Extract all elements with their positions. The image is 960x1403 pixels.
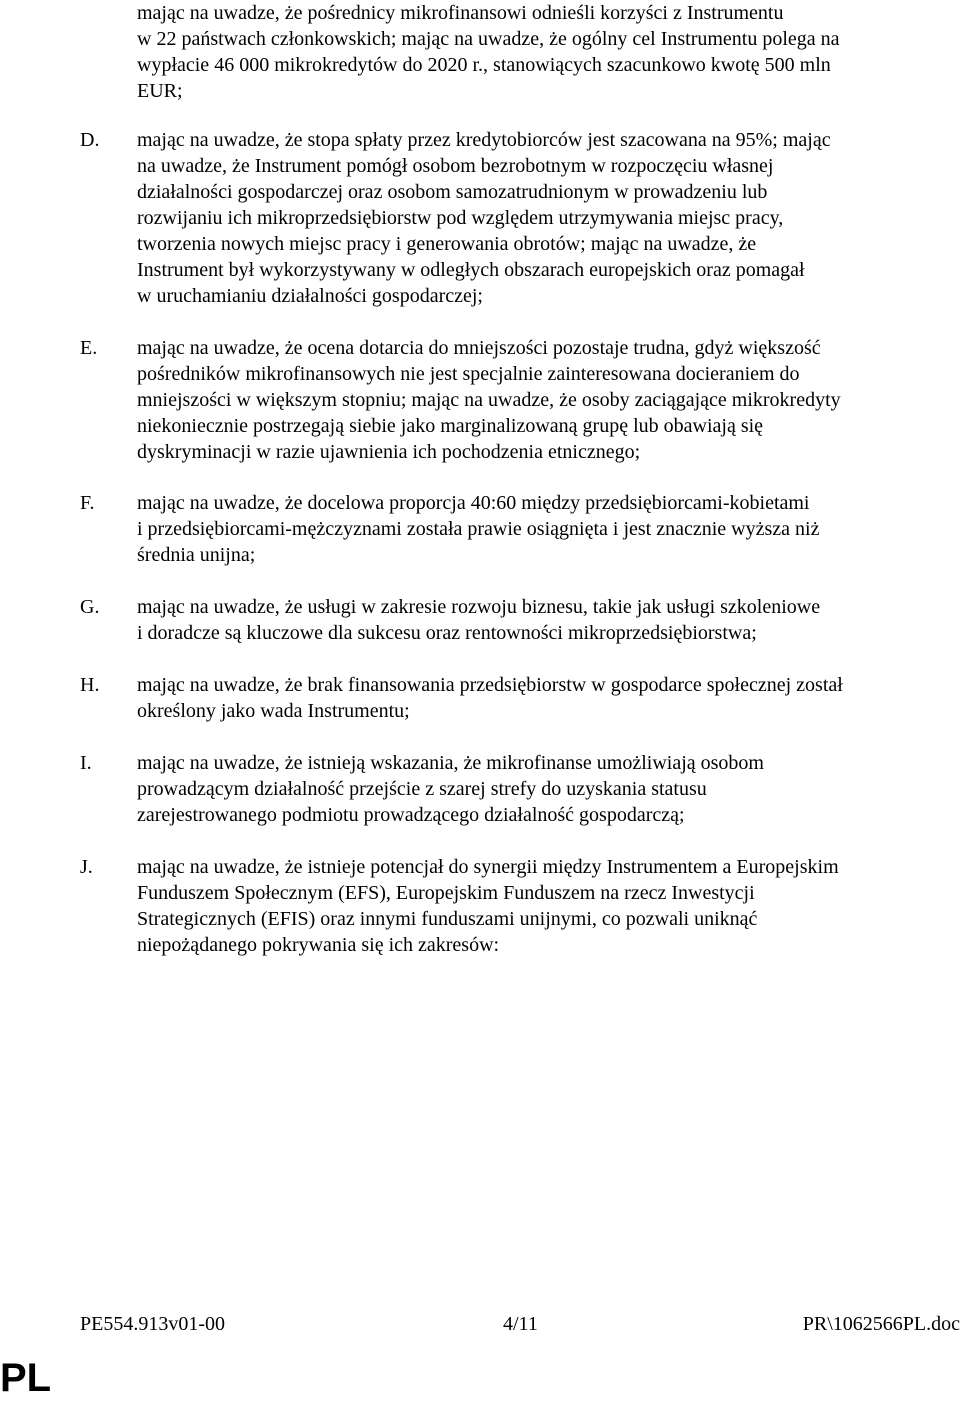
- text-line: w uruchamianiu działalności gospodarczej;: [137, 285, 483, 307]
- text-line: mając na uwadze, że pośrednicy mikrofinansowi odnieśli korzyści z Instrumentu: [137, 2, 784, 24]
- text-line: mając na uwadze, że stopa spłaty przez kredytobiorców jest szacowana na 95%; mając: [137, 129, 831, 151]
- text-line: niepożądanego pokrywania się ich zakresów:: [137, 934, 500, 956]
- text-line: mając na uwadze, że ocena dotarcia do mniejszości pozostaje trudna, gdyż większość: [137, 337, 821, 359]
- recital-letter: F.: [80, 492, 95, 514]
- recital-text: [137, 854, 960, 958]
- recital-text: [137, 0, 960, 104]
- text-line: EUR;: [137, 80, 183, 102]
- recital-letter: E.: [80, 337, 98, 359]
- text-line: mniejszości w większym stopniu; mając na uwadze, że osoby zaciągające mikrokredyty: [137, 389, 841, 411]
- text-line: mając na uwadze, że docelowa proporcja 40:60 między przedsiębiorcami-kobietami: [137, 492, 810, 514]
- text-line: pośredników mikrofinansowych nie jest specjalnie zainteresowana docieraniem do: [137, 363, 800, 385]
- text-line: w 22 państwach członkowskich; mając na uwadze, że ogólny cel Instrumentu polega na: [137, 28, 840, 50]
- text-line: niekoniecznie postrzegają siebie jako marginalizowaną grupę lub obawiają się: [137, 415, 764, 437]
- recital-letter: D.: [80, 129, 100, 151]
- text-line: określony jako wada Instrumentu;: [137, 700, 410, 722]
- text-line: rozwijaniu ich mikroprzedsiębiorstw pod względem utrzymywania miejsc pracy,: [137, 207, 784, 229]
- text-line: Instrument był wykorzystywany w odległych obszarach europejskich oraz pomagał: [137, 259, 805, 281]
- footer-file-ref: PR\1062566PL.doc: [802, 1313, 960, 1335]
- text-line: mając na uwadze, że brak finansowania przedsiębiorstw w gospodarce społecznej został: [137, 674, 843, 696]
- text-line: średnia unijna;: [137, 544, 256, 566]
- text-line: zarejestrowanego podmiotu prowadzącego działalność gospodarczą;: [137, 804, 685, 826]
- recital-text: [137, 335, 960, 465]
- recital-text: [137, 672, 960, 724]
- recital-text: [137, 750, 960, 828]
- text-line: i przedsiębiorcami-mężczyznami została prawie osiągnięta i jest znacznie wyższa niż: [137, 518, 820, 540]
- text-line: mając na uwadze, że istnieje potencjał do synergii między Instrumentem a Europejskim: [137, 856, 839, 878]
- text-line: tworzenia nowych miejsc pracy i generowania obrotów; mając na uwadze, że: [137, 233, 757, 255]
- recital-text: [137, 127, 960, 309]
- recital-letter: H.: [80, 674, 100, 696]
- text-line: na uwadze, że Instrument pomógł osobom bezrobotnym w rozpoczęciu własnej: [137, 155, 774, 177]
- text-line: dyskryminacji w razie ujawnienia ich pochodzenia etnicznego;: [137, 441, 641, 463]
- text-line: mając na uwadze, że usługi w zakresie rozwoju biznesu, takie jak usługi szkoleniowe: [137, 596, 821, 618]
- footer-doc-ref: PE554.913v01-00: [80, 1313, 225, 1335]
- recital-letter: I.: [80, 752, 92, 774]
- recital-letter: G.: [80, 596, 100, 618]
- language-code: PL: [0, 1356, 52, 1400]
- text-line: działalności gospodarczej oraz osobom samozatrudnionym w prowadzeniu lub: [137, 181, 768, 203]
- recital-letter: J.: [80, 856, 93, 878]
- text-line: wypłacie 46 000 mikrokredytów do 2020 r., stanowiących szacunkowo kwotę 500 mln: [137, 54, 831, 76]
- text-line: i doradcze są kluczowe dla sukcesu oraz rentowności mikroprzedsiębiorstwa;: [137, 622, 757, 644]
- recital-text: [137, 594, 960, 646]
- text-line: mając na uwadze, że istnieją wskazania, że mikrofinanse umożliwiają osobom: [137, 752, 764, 774]
- text-line: prowadzącym działalność przejście z szarej strefy do uzyskania statusu: [137, 778, 707, 800]
- text-line: Funduszem Społecznym (EFS), Europejskim Funduszem na rzecz Inwestycji: [137, 882, 755, 904]
- recital-text: [137, 490, 960, 568]
- footer-page-number: 4/11: [503, 1313, 538, 1335]
- text-line: Strategicznych (EFIS) oraz innymi funduszami unijnymi, co pozwali uniknąć: [137, 908, 758, 930]
